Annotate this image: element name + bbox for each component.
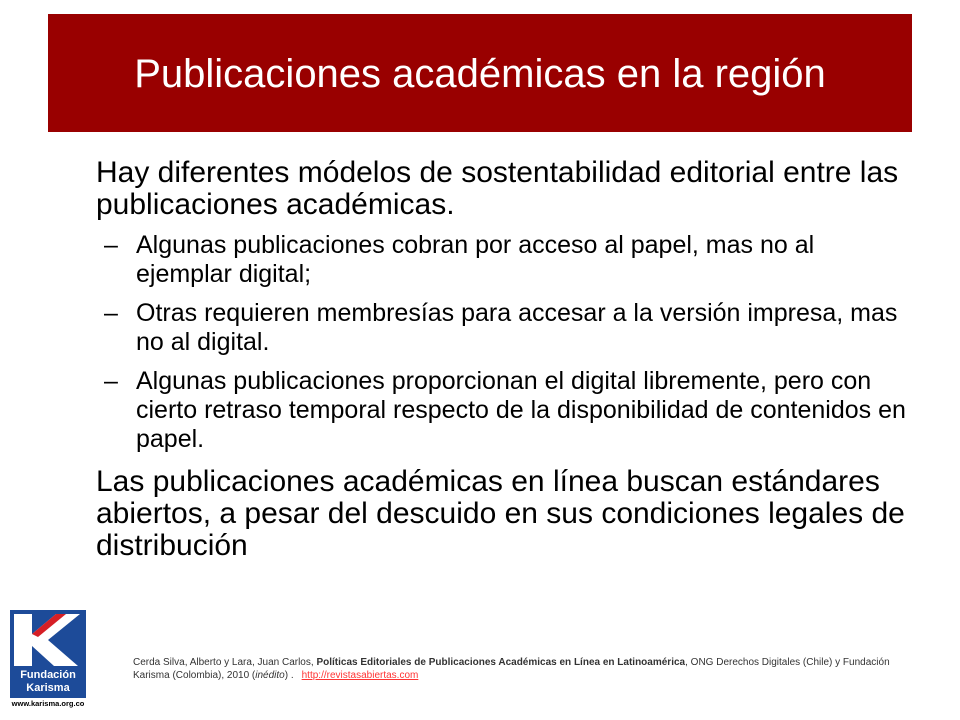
sub-point-3: – Algunas publicaciones proporcionan el digital libremente, pero con cierto retraso temporal respecto de la disponibilidad de contenidos en papel.: [104, 367, 906, 453]
main-point-2: Las publicaciones académicas en línea buscan estándares abiertos, a pesar del descuido en sus condiciones legales de distribución: [96, 465, 905, 562]
citation-link[interactable]: http://revistasabiertas.com: [301, 670, 419, 681]
slide-title: Publicaciones académicas en la región: [134, 52, 826, 96]
title-bar: [48, 14, 912, 132]
sub-point-text: Algunas publicaciones proporcionan el digital libremente, pero con cierto retraso temporal respecto de la disponibilidad de contenidos en papel.: [136, 367, 906, 453]
sub-point-2: – Otras requieren membresías para accesar a la versión impresa, mas no al digital.: [104, 299, 898, 356]
logo-line-2: Karisma: [26, 682, 70, 694]
fundacion-karisma-logo: [10, 610, 86, 708]
sub-point-1: – Algunas publicaciones cobran por acceso al papel, mas no al ejemplar digital;: [104, 231, 815, 288]
citation: [133, 656, 913, 682]
sub-point-text: Otras requieren membresías para accesar a la versión impresa, mas no al digital.: [136, 299, 898, 356]
main-point-1: Hay diferentes módelos de sostentabilidad editorial entre las publicaciones académicas.: [96, 156, 899, 221]
citation-status: inédito: [255, 670, 285, 681]
logo-url: www.karisma.org.co: [11, 699, 85, 708]
logo-line-1: Fundación: [20, 669, 76, 681]
citation-tail: ) .: [284, 670, 294, 681]
citation-work: Políticas Editoriales de Publicaciones Académicas en Línea en Latinoamérica: [316, 657, 686, 668]
slide-content: [96, 157, 916, 562]
citation-publisher: , ONG Derechos Digitales (Chile) y Fundación Karisma (Colombia), 2010 (: [133, 657, 890, 681]
logo-box: [10, 610, 86, 698]
sub-point-text: Algunas publicaciones cobran por acceso al papel, mas no al ejemplar digital;: [136, 231, 815, 288]
citation-authors: Cerda Silva, Alberto y Lara, Juan Carlos,: [133, 657, 314, 668]
